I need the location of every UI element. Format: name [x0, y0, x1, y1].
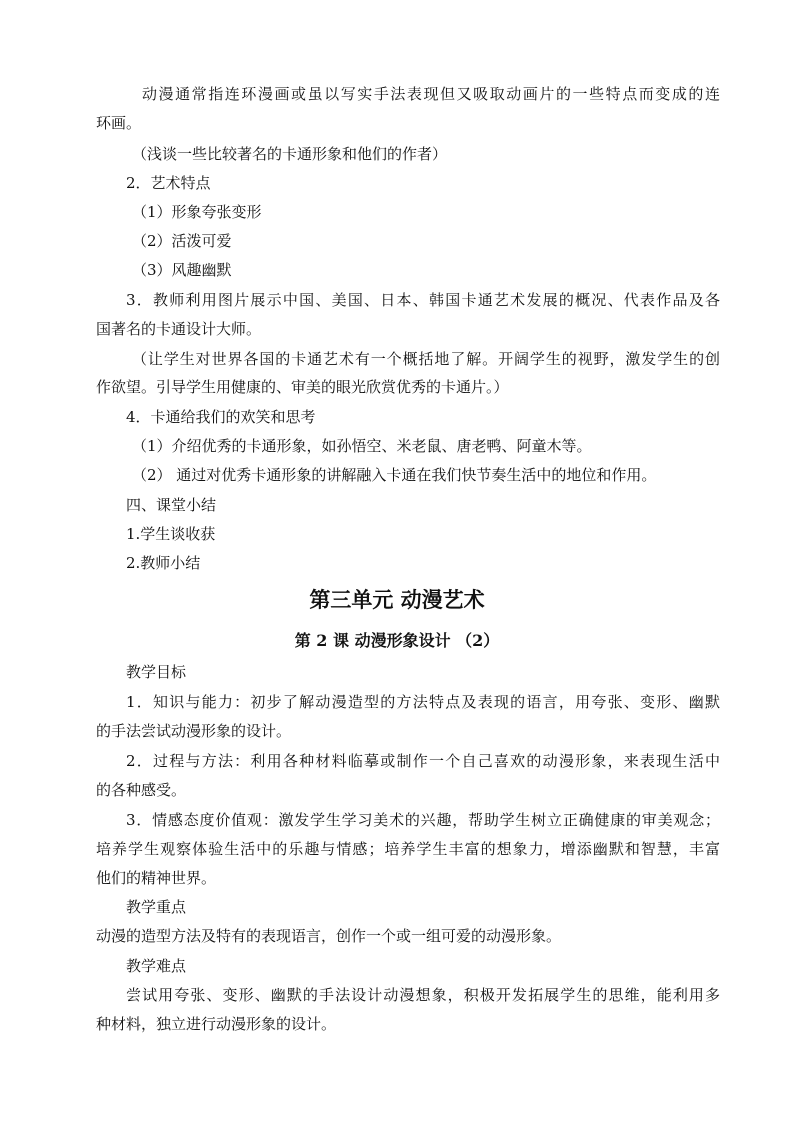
- difficulties-line-1: 尝试用夸张、变形、幽默的手法设计动漫想象，积极开发拓展学生的思维，能利用多: [126, 986, 720, 1004]
- summary-heading: 四、课堂小结: [126, 496, 217, 514]
- intro-line-2: 环画。: [96, 114, 142, 132]
- summary-item: 2.教师小结: [126, 554, 201, 572]
- student-note-line-2: 作欲望。引导学生用健康的、审美的眼光欣赏优秀的卡通片。）: [96, 378, 509, 396]
- teacher-show-line-1: 3．教师利用图片展示中国、美国、日本、韩国卡通艺术发展的概况、代表作品及各: [126, 291, 720, 309]
- unit-title: 第三单元 动漫艺术: [309, 587, 485, 612]
- teacher-show-line-2: 国著名的卡通设计大师。: [96, 320, 262, 338]
- objectives-heading: 教学目标: [126, 663, 187, 681]
- objective-2-line-1: 2．过程与方法：利用各种材料临摹或制作一个自己喜欢的动漫形象，来表现生活中: [126, 752, 720, 770]
- difficulties-heading: 教学难点: [126, 957, 187, 975]
- objective-3-line-1: 3．情感态度价值观：激发学生学习美术的兴趣，帮助学生树立正确健康的审美观念；: [126, 811, 720, 829]
- art-feature-item: （1）形象夸张变形: [132, 203, 262, 221]
- objective-1-line-2: 的手法尝试动漫形象的设计。: [96, 722, 292, 740]
- joy-thought-heading: 4．卡通给我们的欢笑和思考: [126, 408, 316, 426]
- cartoon-note: （浅谈一些比较著名的卡通形象和他们的作者）: [132, 145, 448, 163]
- intro-line-1: 动漫通常指连环漫画或虽以写实手法表现但又吸取动画片的一些特点而变成的连: [142, 85, 720, 103]
- art-feature-item: （2）活泼可爱: [132, 232, 232, 250]
- key-points-text: 动漫的造型方法及特有的表现语言，创作一个或一组可爱的动漫形象。: [96, 927, 562, 945]
- lesson-title: 第 2 课 动漫形象设计 （2）: [294, 631, 500, 650]
- joy-thought-item: （1）介绍优秀的卡通形象，如孙悟空、米老鼠、唐老鸭、阿童木等。: [132, 437, 592, 455]
- joy-thought-item: （2） 通过对优秀卡通形象的讲解融入卡通在我们快节奏生活中的地位和作用。: [132, 466, 657, 484]
- difficulties-line-2: 种材料，独立进行动漫形象的设计。: [96, 1015, 337, 1033]
- art-features-heading: 2．艺术特点: [126, 174, 211, 192]
- objective-3-line-3: 他们的精神世界。: [96, 869, 217, 887]
- objective-1-line-1: 1．知识与能力：初步了解动漫造型的方法特点及表现的语言，用夸张、变形、幽默: [126, 693, 720, 711]
- objective-3-line-2: 培养学生观察体验生活中的乐趣与情感；培养学生丰富的想象力，增添幽默和智慧，丰富: [96, 840, 720, 858]
- art-feature-item: （3）风趣幽默: [132, 261, 232, 279]
- key-points-heading: 教学重点: [126, 898, 187, 916]
- student-note-line-1: （让学生对世界各国的卡通艺术有一个概括地了解。开阔学生的视野，激发学生的创: [132, 350, 720, 368]
- objective-2-line-2: 的各种感受。: [96, 781, 187, 799]
- summary-item: 1.学生谈收获: [126, 525, 216, 543]
